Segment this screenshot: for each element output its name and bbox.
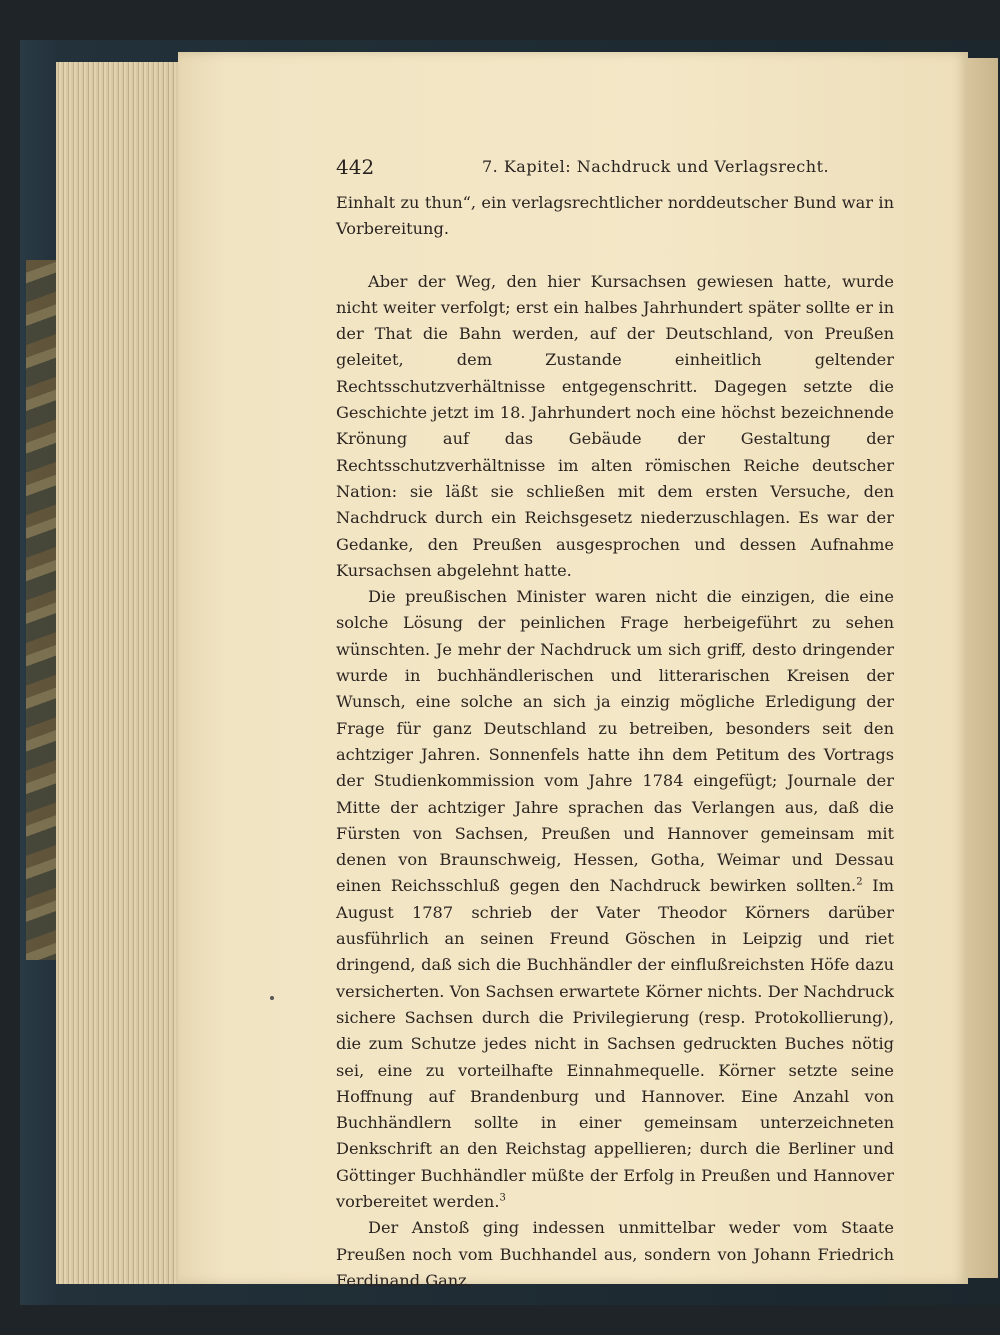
page-number: 442 bbox=[336, 155, 375, 179]
paragraph-3-part-b: Im August 1787 schrieb der Vater Theodor Körners darüber ausführlich an seinen Freund Göschen in Leipzig und riet dringend, daß sich die Buchhändler der einflußreichsten Höfe dazu versicherten. Von Sachsen erwartete Körner nichts. Der Nachdruck sichere Sachsen durch die Privilegierung (resp. Protokollierung), die zum Schutze jedes nicht in Sachsen gedruckten Buches nötig sei, eine zu vorteilhafte Einnahmequelle. Körner setzte seine Hoffnung auf Brandenburg und Hannover. Eine Anzahl von Buchhändlern sollte in einer gemeinsam unterzeichneten Denkschrift an den Reichstag appellieren; durch die Berliner und Göttinger Buchhändler müßte der Erfolg in Preußen und Hannover vorbereitet werden. bbox=[336, 876, 895, 1211]
paragraph-1: Einhalt zu thun“, ein verlagsrechtlicher norddeutscher Bund war in Vorbereitung. bbox=[336, 193, 894, 239]
footnote-ref-2: 2 bbox=[856, 877, 863, 889]
paragraph-3 bbox=[336, 584, 894, 1215]
page-header bbox=[336, 155, 896, 185]
footnote-ref-3: 3 bbox=[499, 1192, 506, 1204]
paragraph-2: Aber der Weg, den hier Kursachsen gewiesen hatte, wurde nicht weiter verfolgt; erst ein halbes Jahrhundert später sollte er in der That die Bahn werden, auf der Deutschland, von Preußen geleitet, dem Zustande einheitlich geltender Rechtsschutzverhältnisse entgegenschritt. Dagegen setzte die Geschichte jetzt im 18. Jahrhundert noch eine höchst bezeichnende Krönung auf das Gebäude der Gestaltung der Rechtsschutzverhältnisse im alten römischen Reiche deutscher Nation: sie läßt sie schließen mit dem ersten Versuche, den Nachdruck durch ein Reichsgesetz niederzuschlagen. Es war der Gedanke, den Preußen ausgesprochen und dessen Aufnahme Kursachsen abgelehnt hatte. bbox=[336, 271, 894, 580]
speck bbox=[270, 996, 274, 1000]
paragraph-3-part-a: Die preußischen Minister waren nicht die einzigen, die eine solche Lösung der peinlichen Frage herbeigeführt zu sehen wünschten. Je mehr der Nachdruck um sich griff, desto dringender wurde in buchhändlerischen und litterarischen Kreisen der Wunsch, eine solche an sich ja einzig mögliche Erledigung der Frage für ganz Deutschland zu betreiben, besonders seit den achtziger Jahren. Sonnenfels hatte ihn dem Petitum des Vortrags der Studienkommission vom Jahre 1784 eingefügt; Journale der Mitte der achtziger Jahre sprachen das Verlangen aus, daß die Fürsten von Sachsen, Preußen und Hannover gemeinsam mit denen von Braunschweig, Hessen, Gotha, Weimar und Dessau einen Reichsschluß gegen den Nachdruck bewirken sollten. bbox=[336, 587, 894, 896]
running-head: 7. Kapitel: Nachdruck und Verlagsrecht. bbox=[482, 157, 830, 176]
paragraph-4: Der Anstoß ging indessen unmittelbar weder vom Staate Preußen noch vom Buchhandel aus, sondern von Johann Friedrich Ferdinand Ganz, bbox=[336, 1218, 894, 1290]
body-text bbox=[336, 190, 894, 1294]
marbled-spine bbox=[26, 260, 56, 960]
next-page-edge bbox=[968, 58, 998, 1278]
page-edges bbox=[56, 62, 179, 1284]
